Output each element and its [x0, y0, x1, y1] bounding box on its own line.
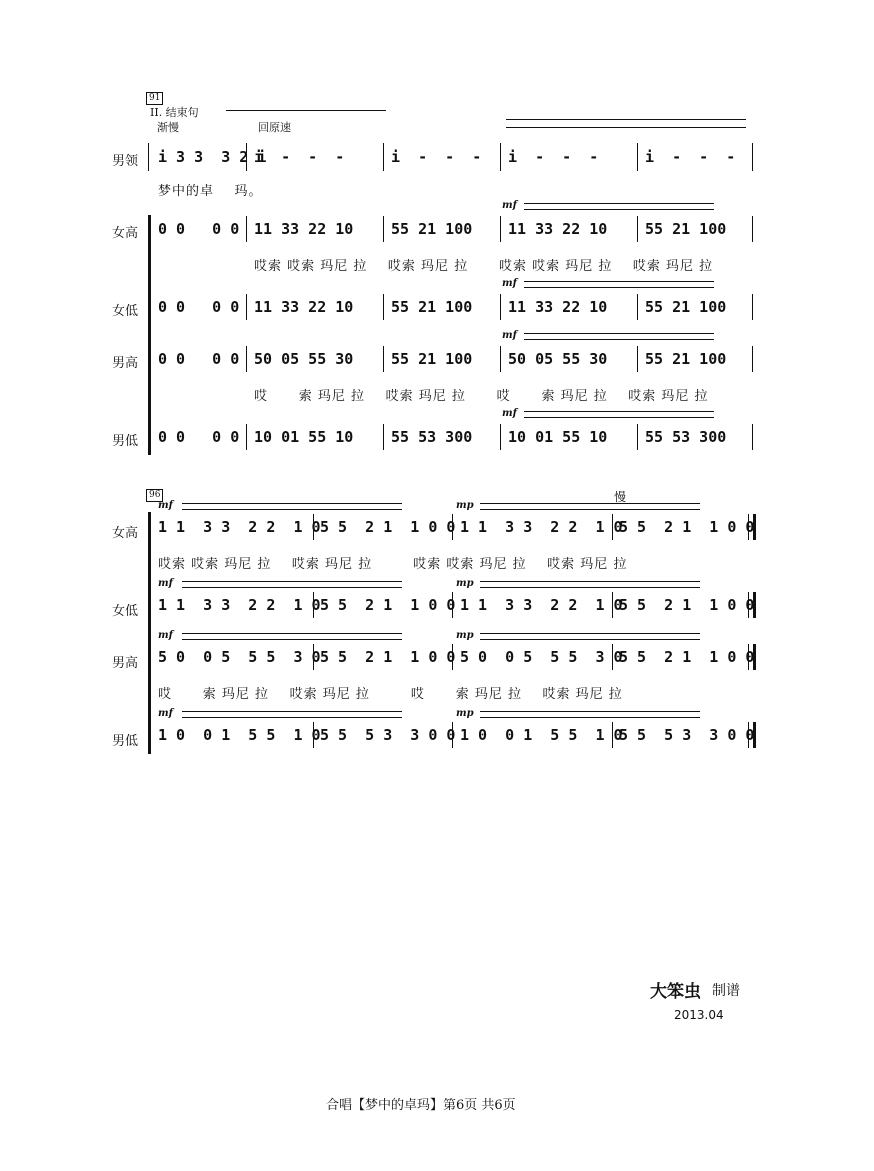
- barline: [452, 514, 453, 540]
- dynamic-marking: mp: [456, 578, 474, 589]
- tenor-measure-4: 5 5 2 1 1 0 0: [619, 648, 755, 666]
- tenor-measure-1: 5 0 0 5 5 5 3 0: [158, 648, 321, 666]
- soprano-lyrics: 哎索 哎索 玛尼 拉 哎索 玛尼 拉 哎索 哎索 玛尼 拉 哎索 玛尼 拉: [254, 259, 714, 274]
- tenor-measure-3: 5 0 0 5 5 5 3 0: [460, 648, 623, 666]
- crescendo-hairpin: [524, 281, 714, 282]
- bass-measure-4: 10 01 55 10: [508, 428, 608, 446]
- lead-measure-4: i - - -: [508, 148, 599, 166]
- lead-lyrics: 梦中的卓 玛。: [158, 184, 263, 199]
- crescendo-hairpin: [182, 711, 402, 712]
- crescendo-hairpin: [524, 411, 714, 412]
- alto-measure-2: 5 5 2 1 1 0 0: [320, 596, 456, 614]
- barline: [500, 143, 501, 171]
- dynamic-marking: mf: [502, 278, 517, 289]
- barline: [246, 216, 247, 242]
- part-label-alto: 女低: [112, 604, 139, 619]
- crescendo-hairpin: [480, 639, 700, 640]
- ending-label: II. 结束句: [150, 106, 199, 119]
- crescendo-hairpin: [182, 639, 402, 640]
- crescendo-hairpin-bottom: [506, 127, 746, 128]
- crescendo-hairpin: [480, 587, 700, 588]
- part-label-lead: 男领: [112, 154, 139, 169]
- barline: [637, 216, 638, 242]
- barline: [752, 143, 753, 171]
- dynamic-marking: mf: [502, 200, 517, 211]
- soprano-measure-4: 11 33 22 10: [508, 220, 608, 238]
- bass-measure-4: 5 5 5 3 3 0 0: [619, 726, 755, 744]
- barline: [313, 644, 314, 670]
- bass-measure-2: 5 5 5 3 3 0 0: [320, 726, 456, 744]
- barline: [452, 644, 453, 670]
- barline: [452, 722, 453, 748]
- barline: [383, 294, 384, 320]
- crescendo-hairpin: [480, 711, 700, 712]
- credit-date: 2013.04: [674, 1008, 724, 1022]
- soprano-lyrics: 哎索 哎索 玛尼 拉 哎索 玛尼 拉 哎索 哎索 玛尼 拉 哎索 玛尼 拉: [158, 557, 628, 572]
- barline: [246, 424, 247, 450]
- tenor-measure-2: 50 05 55 30: [254, 350, 354, 368]
- lead-measure-5: i - - -: [645, 148, 736, 166]
- tenor-measure-3: 55 21 100: [391, 350, 473, 368]
- page-footer: 合唱【梦中的卓玛】第6页 共6页: [326, 1098, 516, 1113]
- soprano-measure-2: 11 33 22 10: [254, 220, 354, 238]
- soprano-measure-3: 1 1 3 3 2 2 1 0: [460, 518, 623, 536]
- barline: [383, 216, 384, 242]
- system-bracket: [148, 512, 151, 754]
- tenor-measure-2: 5 5 2 1 1 0 0: [320, 648, 456, 666]
- part-label-bass: 男低: [112, 734, 139, 749]
- crescendo-hairpin: [182, 581, 402, 582]
- part-label-bass: 男低: [112, 434, 139, 449]
- barline: [383, 143, 384, 171]
- dynamic-marking: mf: [158, 500, 173, 511]
- final-barline: [748, 644, 756, 670]
- alto-measure-3: 55 21 100: [391, 298, 473, 316]
- part-label-tenor: 男高: [112, 356, 139, 371]
- final-barline: [748, 514, 756, 540]
- crescendo-hairpin: [524, 209, 714, 210]
- crescendo-hairpin: [480, 509, 700, 510]
- barline: [752, 424, 753, 450]
- dynamic-marking: mf: [158, 578, 173, 589]
- bass-measure-1: 1 0 0 1 5 5 1 0: [158, 726, 321, 744]
- alto-measure-4: 5 5 2 1 1 0 0: [619, 596, 755, 614]
- alto-measure-3: 1 1 3 3 2 2 1 0: [460, 596, 623, 614]
- part-label-tenor: 男高: [112, 656, 139, 671]
- dynamic-marking: mp: [456, 708, 474, 719]
- barline: [246, 346, 247, 372]
- barline: [383, 424, 384, 450]
- barline: [148, 143, 149, 171]
- soprano-measure-2: 5 5 2 1 1 0 0: [320, 518, 456, 536]
- alto-measure-4: 11 33 22 10: [508, 298, 608, 316]
- barline: [637, 294, 638, 320]
- crescendo-hairpin: [480, 717, 700, 718]
- alto-measure-1: 1 1 3 3 2 2 1 0: [158, 596, 321, 614]
- crescendo-hairpin: [480, 581, 700, 582]
- dynamic-marking: mf: [158, 708, 173, 719]
- barline: [313, 722, 314, 748]
- tempo-slow-marking: 慢: [614, 490, 627, 504]
- measure-number-96: 96: [146, 489, 163, 502]
- dynamic-marking: mf: [502, 330, 517, 341]
- crescendo-hairpin: [480, 503, 700, 504]
- barline: [612, 722, 613, 748]
- dynamic-marking: mf: [502, 408, 517, 419]
- dynamic-marking: mp: [456, 630, 474, 641]
- crescendo-hairpin: [182, 717, 402, 718]
- part-label-soprano: 女高: [112, 226, 139, 241]
- bass-measure-3: 55 53 300: [391, 428, 473, 446]
- barline: [612, 514, 613, 540]
- soprano-measure-1: 1 1 3 3 2 2 1 0: [158, 518, 321, 536]
- measure-number-91: 91: [146, 92, 163, 105]
- bass-measure-1: 0 0 0 0: [158, 428, 240, 446]
- tempo-slow-marking: 渐慢: [157, 121, 179, 134]
- barline: [452, 592, 453, 618]
- crescendo-hairpin: [524, 203, 714, 204]
- lead-measure-1: i 3 3 3 2 i: [158, 148, 267, 166]
- alto-measure-1: 0 0 0 0: [158, 298, 240, 316]
- crescendo-hairpin: [182, 587, 402, 588]
- barline: [752, 346, 753, 372]
- part-label-alto: 女低: [112, 304, 139, 319]
- barline: [313, 592, 314, 618]
- crescendo-hairpin: [182, 503, 402, 504]
- barline: [637, 346, 638, 372]
- barline: [383, 346, 384, 372]
- ending-line: [226, 110, 386, 111]
- tenor-measure-1: 0 0 0 0: [158, 350, 240, 368]
- barline: [612, 644, 613, 670]
- system-bracket: [148, 215, 151, 455]
- tempo-return-marking: 回原速: [258, 121, 291, 134]
- alto-measure-5: 55 21 100: [645, 298, 727, 316]
- lead-measure-2: i - - -: [254, 148, 345, 166]
- tenor-measure-5: 55 21 100: [645, 350, 727, 368]
- crescendo-hairpin: [182, 633, 402, 634]
- final-barline: [748, 722, 756, 748]
- alto-measure-2: 11 33 22 10: [254, 298, 354, 316]
- soprano-measure-5: 55 21 100: [645, 220, 727, 238]
- crescendo-hairpin: [524, 339, 714, 340]
- barline: [752, 294, 753, 320]
- barline: [500, 294, 501, 320]
- crescendo-hairpin: [480, 633, 700, 634]
- crescendo-hairpin: [524, 417, 714, 418]
- crescendo-hairpin: [524, 287, 714, 288]
- soprano-measure-3: 55 21 100: [391, 220, 473, 238]
- dynamic-marking: mf: [158, 630, 173, 641]
- tenor-lyrics: 哎 索 玛尼 拉 哎索 玛尼 拉 哎 索 玛尼 拉 哎索 玛尼 拉: [254, 389, 709, 404]
- soprano-measure-4: 5 5 2 1 1 0 0: [619, 518, 755, 536]
- barline: [500, 424, 501, 450]
- part-label-soprano: 女高: [112, 526, 139, 541]
- tenor-lyrics: 哎 索 玛尼 拉 哎索 玛尼 拉 哎 索 玛尼 拉 哎索 玛尼 拉: [158, 687, 623, 702]
- bass-measure-5: 55 53 300: [645, 428, 727, 446]
- barline: [500, 216, 501, 242]
- barline: [637, 143, 638, 171]
- barline: [246, 294, 247, 320]
- final-barline: [748, 592, 756, 618]
- author-role: 制谱: [712, 983, 740, 999]
- barline: [637, 424, 638, 450]
- barline: [612, 592, 613, 618]
- dynamic-marking: mp: [456, 500, 474, 511]
- crescendo-hairpin: [524, 333, 714, 334]
- barline: [246, 143, 247, 171]
- bass-measure-3: 1 0 0 1 5 5 1 0: [460, 726, 623, 744]
- tenor-measure-4: 50 05 55 30: [508, 350, 608, 368]
- crescendo-hairpin: [182, 509, 402, 510]
- soprano-measure-1: 0 0 0 0: [158, 220, 240, 238]
- crescendo-hairpin-top: [506, 119, 746, 120]
- barline: [500, 346, 501, 372]
- bass-measure-2: 10 01 55 10: [254, 428, 354, 446]
- barline: [752, 216, 753, 242]
- barline: [313, 514, 314, 540]
- author-name: 大笨虫: [650, 982, 701, 1002]
- lead-measure-3: i - - -: [391, 148, 482, 166]
